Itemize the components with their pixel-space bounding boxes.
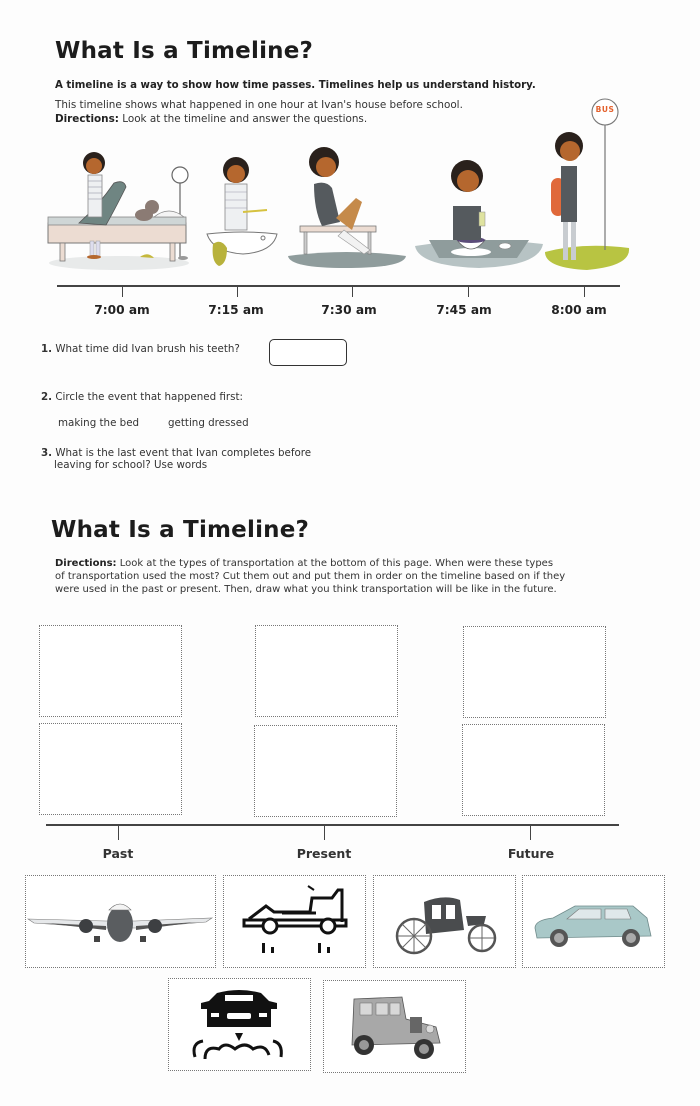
time-label: 7:30 am: [321, 303, 377, 317]
flying-car-icon: [169, 979, 310, 1070]
intro-text: A timeline is a way to show how time passes. Timelines help us understand history.: [55, 80, 536, 91]
cutout-modern-car[interactable]: [522, 875, 665, 968]
drop-box-future-2[interactable]: [462, 724, 605, 816]
worksheet1-title: What Is a Timeline?: [55, 38, 314, 64]
era-label-past: Past: [102, 846, 134, 861]
answer-box-question-1[interactable]: [269, 339, 347, 366]
timeline-axis: [57, 285, 620, 287]
directions-1: [55, 113, 367, 125]
question-3: 3. What is the last event that Ivan completes before: [41, 447, 312, 459]
timeline-tick: [584, 285, 585, 297]
era-label-present: Present: [296, 846, 352, 861]
question-2: 2. Circle the event that happened first:: [41, 391, 243, 403]
question-1: 1. What time did Ivan brush his teeth?: [41, 343, 240, 355]
directions-2-line2: of transportation used the most? Cut them out and put them in order on the timeline based on if they: [55, 571, 566, 582]
directions-2-line1: Directions: Look at the types of transportation at the bottom of this page. When were these types: [55, 558, 554, 569]
drop-box-past-2[interactable]: [39, 723, 182, 815]
time-label: 8:00 am: [551, 303, 607, 317]
question-3-line2: leaving for school? Use words: [54, 459, 208, 471]
futuristic-car-icon: [224, 876, 365, 967]
drop-box-present-2[interactable]: [254, 725, 397, 817]
timeline-tick: [237, 285, 238, 297]
era-timeline-axis: [46, 824, 619, 826]
era-label-future: Future: [507, 846, 555, 861]
drop-box-future-1[interactable]: [463, 626, 606, 718]
directions-label: Directions:: [55, 113, 119, 125]
era-tick: [324, 824, 325, 840]
worksheet2-title: What Is a Timeline?: [51, 517, 310, 543]
drop-box-past-1[interactable]: [39, 625, 182, 717]
drop-box-present-1[interactable]: [255, 625, 398, 717]
bus-sign-text: BUS: [595, 105, 615, 114]
cutout-vintage-car[interactable]: [323, 980, 466, 1073]
illustration-making-bed: [44, 145, 194, 273]
time-label: 7:45 am: [436, 303, 492, 317]
directions-text: Look at the timeline and answer the questions.: [118, 113, 368, 125]
cutout-flying-car[interactable]: [168, 978, 311, 1071]
option-making-the-bed[interactable]: making the bed: [58, 417, 140, 429]
time-label: 7:00 am: [94, 303, 150, 317]
airplane-icon: [26, 876, 215, 967]
cutout-futuristic-car[interactable]: [223, 875, 366, 968]
option-getting-dressed[interactable]: getting dressed: [168, 417, 249, 429]
illustration-waiting-for-bus: [543, 98, 633, 274]
illustration-brushing-teeth: [203, 152, 283, 272]
hatchback-car-icon: [523, 876, 664, 967]
timeline-tick: [468, 285, 469, 297]
era-tick: [530, 824, 531, 840]
timeline-tick: [122, 285, 123, 297]
time-label: 7:15 am: [208, 303, 264, 317]
era-tick: [118, 824, 119, 840]
cutout-horse-carriage[interactable]: [373, 875, 516, 968]
horse-carriage-icon: [374, 876, 515, 967]
vintage-car-icon: [324, 981, 465, 1072]
illustration-getting-dressed: [286, 140, 408, 276]
cutout-airplane[interactable]: [25, 875, 216, 968]
illustration-eating-breakfast: [413, 148, 545, 274]
timeline-tick: [352, 285, 353, 297]
directions-2-line3: were used in the past or present. Then, draw what you think transportation will be like in the future.: [55, 584, 557, 595]
intro-line: This timeline shows what happened in one hour at Ivan's house before school.: [55, 99, 463, 111]
